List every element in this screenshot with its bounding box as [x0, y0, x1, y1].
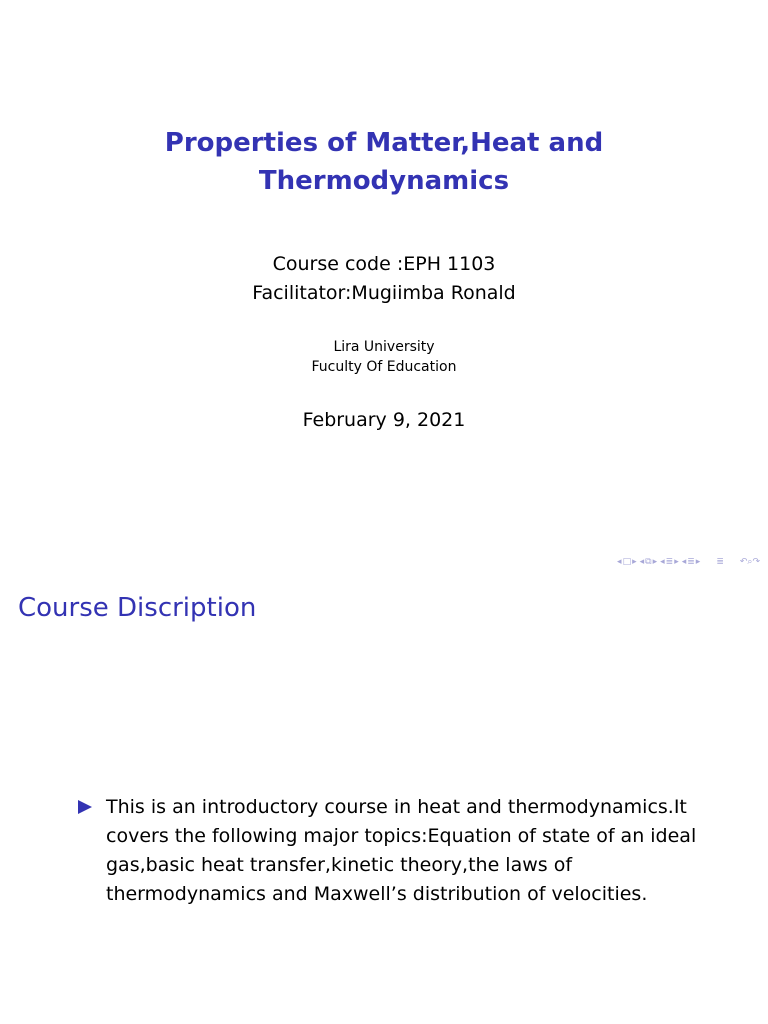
document-nav-group: [682, 556, 701, 568]
section-nav-group: [660, 556, 679, 568]
list-item: [78, 793, 728, 909]
subsection-nav-group: [640, 556, 658, 568]
facilitator: Facilitator:Mugiimba Ronald: [252, 282, 516, 304]
nav-section-icon[interactable]: ≣: [665, 557, 674, 567]
title-line-1: Properties of Matter,Heat and: [164, 128, 604, 158]
nav-right-arrow-icon[interactable]: ▸: [632, 557, 637, 567]
nav-subsection-icon[interactable]: ⧉: [645, 557, 652, 567]
frame-nav-group: [617, 556, 637, 568]
bullet-text: This is an introductory course in heat and thermodynamics.It covers the following major topics:Equation of state of an ideal gas,basic heat transfer,kinetic theory,the laws of thermodynamics and Maxwell’s distribution of velocities.: [106, 796, 697, 905]
faculty: Fuculty Of Education: [311, 359, 457, 375]
nav-left-arrow-icon[interactable]: ◂: [617, 557, 622, 567]
author-block: [0, 250, 768, 308]
nav-search-icon[interactable]: ↶⌕↷: [739, 557, 760, 567]
nav-align-icon[interactable]: ≣: [716, 557, 724, 567]
beamer-navigation-bar: [617, 556, 760, 568]
institute-block: [0, 337, 768, 377]
nav-right-arrow-icon[interactable]: ▸: [674, 557, 679, 567]
nav-frame-icon[interactable]: □: [622, 557, 632, 567]
nav-right-arrow-icon[interactable]: ▸: [652, 557, 658, 567]
title-line-2: Thermodynamics: [258, 166, 510, 196]
presentation-date: February 9, 2021: [302, 409, 466, 431]
course-code: Course code :EPH 1103: [272, 253, 496, 275]
institution: Lira University: [333, 339, 435, 355]
presentation-title: [0, 124, 768, 200]
frame-title: Course Discription: [18, 593, 257, 623]
nav-left-arrow-icon[interactable]: ◂: [660, 557, 665, 567]
nav-left-arrow-icon[interactable]: ◂: [639, 557, 645, 567]
nav-right-arrow-icon[interactable]: ▸: [695, 557, 701, 567]
nav-document-icon[interactable]: ≣: [687, 557, 695, 567]
course-description-slide: [0, 576, 768, 1024]
nav-left-arrow-icon[interactable]: ◂: [681, 557, 687, 567]
bullet-triangle-icon: [78, 800, 92, 814]
